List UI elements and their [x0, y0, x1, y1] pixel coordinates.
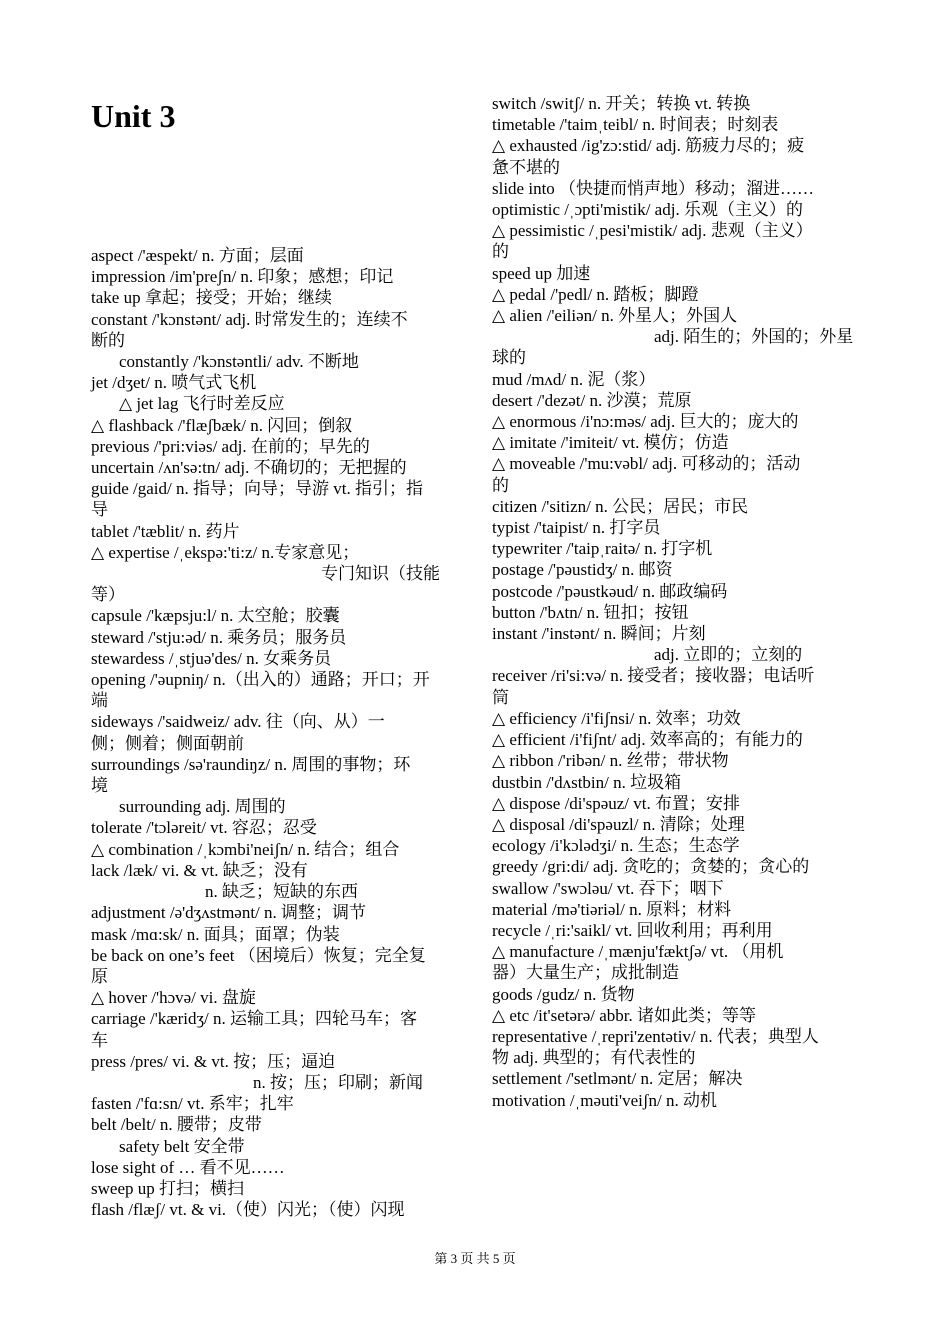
vocab-line: jet /dʒet/ n. 喷气式飞机 — [91, 373, 257, 393]
vocab-line: △ moveable /'mu:vəbl/ adj. 可移动的；活动 — [492, 454, 801, 474]
vocab-line: △ disposal /di'spəuzl/ n. 清除；处理 — [492, 814, 745, 834]
vocab-line: flash /flæʃ/ vt. & vi.（使）闪光；（使）闪现 — [91, 1200, 405, 1220]
vocab-line: △ jet lag 飞行时差反应 — [119, 394, 285, 414]
vocab-line: impression /im'preʃn/ n. 印象；感想；印记 — [91, 267, 394, 287]
page-footer: 第 3 页 共 5 页 — [434, 1251, 516, 1266]
vocab-line: 筒 — [492, 687, 509, 707]
right-column — [492, 93, 862, 1111]
vocab-line: belt /belt/ n. 腰带；皮带 — [91, 1115, 262, 1135]
vocab-line: greedy /gri:di/ adj. 贪吃的；贪婪的；贪心的 — [492, 857, 810, 877]
vocab-line: △ pedal /'pedl/ n. 踏板；脚蹬 — [492, 284, 699, 304]
vocab-line: n. 缺乏；短缺的东西 — [205, 882, 358, 902]
vocab-line: representative /ˌrepri'zentətiv/ n. 代表；典型人 — [492, 1026, 819, 1046]
vocab-line: instant /'instənt/ n. 瞬间；片刻 — [492, 624, 706, 644]
vocab-line: motivation /ˌməuti'veiʃn/ n. 动机 — [492, 1090, 717, 1110]
vocab-line: guide /gaid/ n. 指导；向导；导游 vt. 指引；指 — [91, 479, 423, 499]
vocab-line: 器）大量生产；成批制造 — [492, 963, 679, 983]
vocab-line: switch /switʃ/ n. 开关；转换 vt. 转换 — [492, 94, 751, 113]
vocab-line: slide into （快捷而悄声地）移动；溜进…… — [492, 178, 815, 198]
left-column — [91, 245, 463, 1220]
vocab-line: 专门知识（技能 — [321, 564, 440, 584]
vocab-line: mud /mʌd/ n. 泥（浆） — [492, 369, 656, 389]
vocab-line: 惫不堪的 — [492, 157, 560, 177]
vocab-line: △ etc /it'setərə/ abbr. 诸如此类；等等 — [492, 1005, 756, 1025]
vocab-line: steward /'stju:əd/ n. 乘务员；服务员 — [91, 627, 347, 647]
vocab-line: surroundings /sə'raundiŋz/ n. 周围的事物；环 — [91, 754, 411, 774]
vocab-line: △ alien /'eiliən/ n. 外星人；外国人 — [492, 306, 738, 326]
vocab-line: press /pres/ vi. & vt. 按；压；逼迫 — [91, 1051, 336, 1071]
vocab-line: △ pessimistic /ˌpesi'mistik/ adj. 悲观（主义） — [492, 221, 813, 241]
vocab-line: uncertain /ʌn'sə:tn/ adj. 不确切的；无把握的 — [91, 458, 407, 478]
vocab-line: △ ribbon /'ribən/ n. 丝带；带状物 — [492, 751, 729, 771]
vocab-line: 等） — [91, 585, 125, 605]
vocab-line: postcode /'pəustkəud/ n. 邮政编码 — [492, 581, 728, 601]
vocab-line: citizen /'sitizn/ n. 公民；居民；市民 — [492, 496, 749, 516]
vocab-line: capsule /'kæpsju:l/ n. 太空舱；胶囊 — [91, 606, 340, 626]
vocab-line: △ expertise /ˌekspə:'ti:z/ n.专家意见； — [91, 542, 360, 562]
vocab-line: dustbin /'dʌstbin/ n. 垃圾箱 — [492, 772, 682, 792]
vocab-line: goods /gudz/ n. 货物 — [492, 984, 635, 1004]
vocab-line: postage /'pəustidʒ/ n. 邮资 — [492, 560, 673, 580]
vocab-line: 侧；侧着；侧面朝前 — [91, 733, 244, 753]
vocab-line: typist /'taipist/ n. 打字员 — [492, 518, 661, 538]
vocab-line: adj. 立即的；立刻的 — [654, 645, 803, 665]
vocab-line: settlement /'setlmənt/ n. 定居；解决 — [492, 1069, 743, 1089]
vocab-line: opening /'əupniŋ/ n.（出入的）通路；开口；开 — [91, 670, 430, 690]
vocab-line: carriage /'kæridʒ/ n. 运输工具；四轮马车；客 — [91, 1009, 418, 1029]
vocab-line: recycle /ˌri:'saikl/ vt. 回收利用；再利用 — [492, 920, 773, 940]
vocab-line: timetable /'taimˌteibl/ n. 时间表；时刻表 — [492, 115, 779, 135]
vocab-line: receiver /ri'si:və/ n. 接受者；接收器；电话听 — [492, 666, 815, 686]
vocab-line: ecology /i'kɔlədʒi/ n. 生态；生态学 — [492, 836, 740, 856]
vocab-line: △ combination /ˌkɔmbi'neiʃn/ n. 结合；组合 — [91, 839, 400, 859]
vocab-line: △ dispose /di'spəuz/ vt. 布置；安排 — [492, 793, 740, 813]
vocab-line: previous /'pri:viəs/ adj. 在前的；早先的 — [91, 436, 370, 456]
vocab-line: button /'bʌtn/ n. 钮扣；按钮 — [492, 602, 689, 622]
vocab-line: be back on one’s feet （困境后）恢复；完全复 — [91, 945, 426, 965]
vocab-line: mask /mɑ:sk/ n. 面具；面罩；伪装 — [91, 924, 340, 944]
vocab-line: △ efficient /i'fiʃnt/ adj. 效率高的；有能力的 — [492, 730, 803, 750]
vocab-line: sideways /'saidweiz/ adv. 往（向、从）一 — [91, 712, 385, 732]
vocab-line: stewardess /ˌstjuə'des/ n. 女乘务员 — [91, 648, 332, 668]
vocab-line: adj. 陌生的；外国的；外星 — [654, 327, 854, 347]
vocab-line: 的 — [492, 242, 509, 262]
vocab-line: speed up 加速 — [492, 263, 591, 283]
vocab-line: 原 — [91, 966, 108, 986]
vocab-line: lose sight of … 看不见…… — [91, 1157, 285, 1177]
vocab-line: tolerate /'tɔləreit/ vt. 容忍；忍受 — [91, 818, 317, 838]
vocab-line: △ enormous /i'nɔ:məs/ adj. 巨大的；庞大的 — [492, 412, 799, 432]
vocab-line: constantly /'kɔnstəntli/ adv. 不断地 — [119, 352, 359, 372]
vocab-line: 端 — [91, 691, 108, 711]
vocab-line: △ hover /'hɔvə/ vi. 盘旋 — [91, 988, 256, 1008]
vocab-line: desert /'dezət/ n. 沙漠；荒原 — [492, 390, 692, 410]
vocab-line: n. 按；压；印刷；新闻 — [253, 1072, 423, 1092]
vocab-line: lack /læk/ vi. & vt. 缺乏；没有 — [91, 860, 308, 880]
vocab-line: 球的 — [492, 348, 526, 368]
vocab-line: △ exhausted /ig'zɔ:stid/ adj. 筋疲力尽的；疲 — [492, 136, 805, 156]
vocab-line: 导 — [91, 500, 108, 520]
vocab-line: material /mə'tiəriəl/ n. 原料；材料 — [492, 899, 732, 919]
vocab-line: sweep up 打扫；横扫 — [91, 1178, 244, 1198]
vocab-line: △ imitate /'imiteit/ vt. 模仿；仿造 — [492, 433, 729, 453]
vocab-line: optimistic /ˌɔpti'mistik/ adj. 乐观（主义）的 — [492, 200, 803, 220]
vocab-line: △ efficiency /i'fiʃnsi/ n. 效率；功效 — [492, 708, 741, 728]
vocab-line: 车 — [91, 1030, 108, 1050]
vocab-line: take up 拿起；接受；开始；继续 — [91, 288, 332, 308]
vocab-line: safety belt 安全带 — [119, 1136, 245, 1156]
vocab-line: fasten /'fɑ:sn/ vt. 系牢；扎牢 — [91, 1094, 294, 1114]
vocab-line: aspect /'æspekt/ n. 方面；层面 — [91, 246, 304, 265]
vocab-line: 断的 — [91, 330, 125, 350]
vocab-line: surrounding adj. 周围的 — [119, 797, 286, 817]
vocab-line: △ flashback /'flæʃbæk/ n. 闪回；倒叙 — [91, 415, 353, 435]
vocab-line: tablet /'tæblit/ n. 药片 — [91, 521, 240, 541]
vocab-line: swallow /'swɔləu/ vt. 吞下；咽下 — [492, 878, 724, 898]
vocab-line: 的 — [492, 475, 509, 495]
vocab-line: constant /'kɔnstənt/ adj. 时常发生的；连续不 — [91, 309, 408, 329]
vocab-line: typewriter /'taipˌraitə/ n. 打字机 — [492, 539, 713, 559]
vocab-line: 境 — [91, 776, 108, 796]
vocab-line: 物 adj. 典型的；有代表性的 — [492, 1048, 696, 1068]
vocab-line: △ manufacture /ˌmænju'fæktʃə/ vt. （用机 — [492, 942, 784, 962]
vocab-line: adjustment /ə'dʒʌstmənt/ n. 调整；调节 — [91, 903, 367, 923]
unit-title: Unit 3 — [91, 98, 176, 134]
